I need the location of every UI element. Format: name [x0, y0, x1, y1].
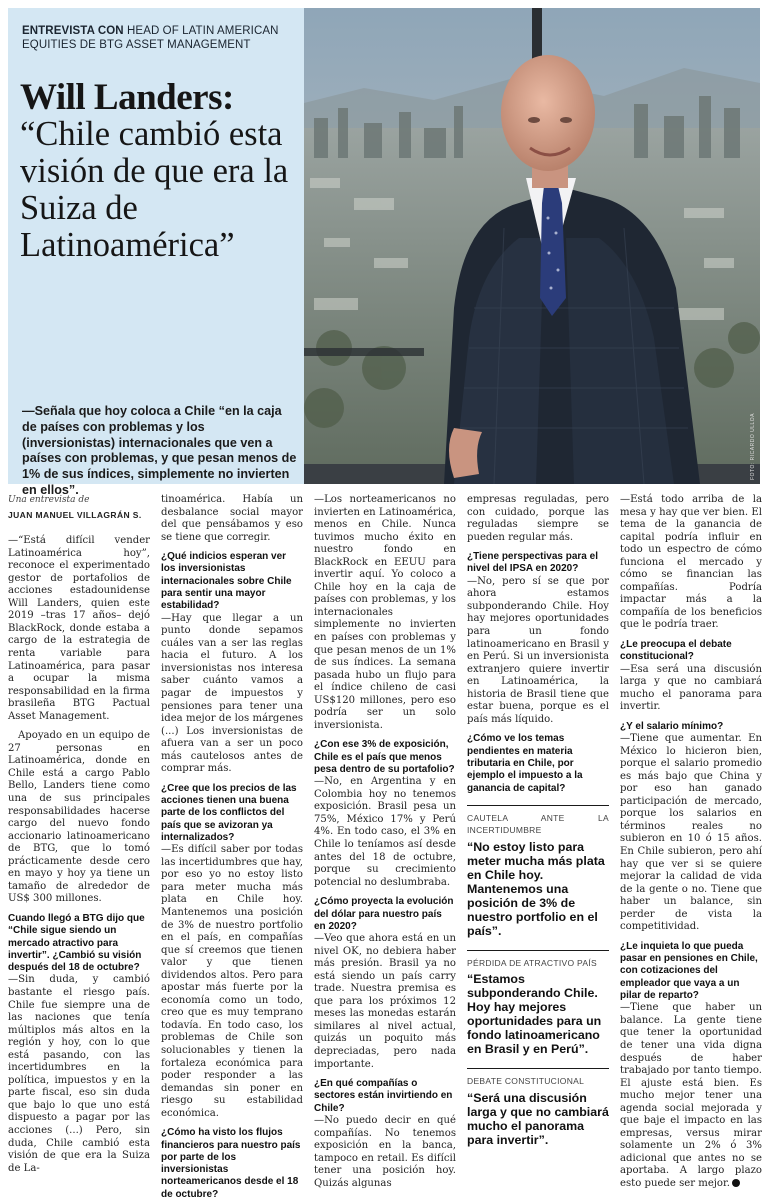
answer: —Tiene que aumentar. En México lo hicieron bien, porque el salario promedio es más bajo que China y por eso han ganado participación de mercado, porque los salarios en términos reales no subieron en 10 ó 15 años. En Chile subieron, pero ahí hay que ver si se quiere mejorar la calidad de vida de la gente o no. Tiene que haber un balance, sin perder de vista la competitividad.: [620, 733, 762, 933]
answer: —Es difícil saber por todas las incertidumbres que hay, por eso yo no estoy listo para meter mucha más plata en Chile hoy. Mantenemos una posición de 3% de nuestro portfolio en el país, en compañías que sí creemos que tienen valor y que tienen dividendos altos. Pero para apostar más fuerte por la economía como un todo, creo que es muy temprano todavía. En todo caso, los problemas de Chile son solucionables y tienen la fortaleza económica para poder responder a las demandas sin poner en riesgo su estabilidad económica.: [161, 844, 303, 1119]
byline-intro: Una entrevista de: [8, 495, 90, 505]
pull-quote: [467, 805, 609, 938]
header-section: [0, 0, 768, 497]
article-body: [8, 494, 762, 1200]
interviewee-photo: [304, 8, 760, 484]
question: ¿Tiene perspectivas para el nivel del IPSA en 2020?: [467, 551, 598, 575]
headline-quote: “Chile cambió esta visión de que era la Suiza de Latinoamérica”: [20, 115, 289, 264]
pull-quote-label: CAUTELA ANTE LA INCERTIDUMBRE: [467, 812, 609, 836]
column-2: [161, 494, 303, 1201]
pull-quote-label: PÉRDIDA DE ATRACTIVO PAÍS: [467, 957, 597, 968]
pull-quote: [467, 950, 609, 1057]
answer-text: —Tiene que haber un balance. La gente tiene que tener la oportunidad de tener una vida digna después de haber trabajado por tanto tiempo. El ajuste está bien. Es mucho mejor tener una agenda social mejorada y que baje el impacto en las empresas, versus mirar solamente un 2% ó 3% adicional que antes no se aportaba. A largo plazo esto puede ser mejor.: [620, 1002, 762, 1189]
column-3: [314, 494, 456, 1197]
pull-quote-label: DEBATE CONSTITUCIONAL: [467, 1076, 585, 1087]
answer: [620, 1002, 762, 1190]
pull-quote-text: “No estoy listo para meter mucha más plata en Chile hoy. Mantenemos una posición de 3% de nuestro portfolio en el país”.: [467, 839, 605, 938]
paragraph: —“Está difícil vender Latinoamérica hoy”, reconoce el experimentado gestor de portafolios de acciones estadounidense Will Landers, quien este 2019 –tras 17 años– dejó BlackRock, donde estaba a cargo de la estrategia de renta variable para Latinoamérica, para pasar a ocupar la misma responsabilidad en la firma brasileña BTG Pactual Asset Management.: [8, 535, 150, 722]
column-4: [467, 494, 609, 1159]
answer: —No, pero sí se que por ahora estamos subponderando Chile. Hoy hay mejores oportunidades para un fondo latinoamericano en Brasil y en Perú. Si un inversionista extranjero quiere invertir en Latinoamérica, la historia de Brasil tiene que estar buena, porque es el país más líquido.: [467, 575, 609, 725]
kicker: [22, 24, 292, 52]
paragraph: —Los norteamericanos no invierten en Latinoamérica, menos en Chile. Nunca tuvimos mucho éxito en nuestro fondo en BlackRock en EEUU para invertir aquí. Yo coloco a Chile hoy en la caja de países con problemas, y los internacionales simplemente no invierten en países con problemas y que pesan menos de un 1% de sus índices. La semana pasada hubo un flujo para el índice chileno de casi US$120 millones, pero eso podría ser un solo inversionista.: [314, 494, 456, 731]
answer: —Hay que llegar a un punto donde sepamos cuáles van a ser las reglas hacia el futuro. A los inversionistas nos interesa saber cuánto vamos a pagar de impuestos y pensiones para tener una idea mejor de los márgenes (...) Los inversionistas de afuera van a ser un poco más cautelosos antes de comprar más.: [161, 612, 303, 775]
paragraph: Apoyado en un equipo de 27 personas en Latinoamérica, donde en Chile está a cargo Pablo Bello, Landers tiene como una de sus principales responsabilidades hacerse cargo del nuevo fondo accionario latinoamericano de BTG, que lo tomó prácticamente desde cero en mayo y hoy ya tiene un tamaño de alrededor de US$ 300 millones.: [8, 730, 150, 905]
question: ¿En qué compañías o sectores están invirtiendo en Chile?: [314, 1078, 453, 1114]
question: ¿Con ese 3% de exposición, Chile es el país que menos pesa dentro de su portafolio?: [314, 739, 455, 775]
answer: —Sin duda, y cambió bastante el riesgo país. Chile fue siempre una de las naciones que tenía múltiplos más altos en la región y hoy, con lo que está pasando, con las incertidumbres en la política, impuestos y en la parte fiscal, eso sin duda que bajo lo que uno está dispuesto a pagar por las acciones (...) Pero, sin duda, Chile cambió esta visión de que era la Suiza de La-: [8, 974, 150, 1174]
photo-illustration: [304, 8, 760, 484]
question: ¿Qué indicios esperan ver los inversionistas internacionales sobre Chile para sentir una mayor estabilidad?: [161, 551, 292, 612]
pull-quote-text: “Será una discusión larga y que no cambiará mucho el panorama para invertir”.: [467, 1091, 609, 1148]
end-of-article-icon: [732, 1179, 740, 1187]
paragraph: empresas reguladas, pero con cuidado, porque las reguladas siempre se pueden regular más.: [467, 494, 609, 543]
column-1: [8, 494, 150, 1182]
question: ¿Y el salario mínimo?: [620, 720, 724, 732]
kicker-bold: ENTREVISTA CON: [22, 25, 124, 37]
paragraph: —Está todo arriba de la mesa y hay que ver bien. El tema de la ganancia de capital podría influir en todo un espectro de cómo funciona el mercado y cómo se financian las compañías. Podría impactar más a la compañía de los beneficios que le podría traer.: [620, 494, 762, 631]
question: ¿Le preocupa el debate constitucional?: [620, 639, 732, 663]
question: ¿Cree que los precios de las acciones tienen una buena parte de los conflictos del país que se avizoran ya internalizados?: [161, 782, 297, 843]
byline-author: JUAN MANUEL VILLAGRÁN S.: [8, 509, 142, 520]
paragraph: tinoamérica. Había un desbalance social mayor del que pensábamos y eso se tiene que corregir.: [161, 494, 303, 543]
pull-quote: [467, 1068, 609, 1147]
question: ¿Le inquieta lo que pueda pasar en pensiones en Chile, con cotizaciones del empleador que vaya a un pilar de reparto?: [620, 940, 758, 1002]
deck-summary: —Señala que hoy coloca a Chile “en la caja de países con problemas y los (inversionistas) internacionales que ven a países con problemas, y que pesan menos de 1% de sus índices, simplemente no invierten en ellos”.: [22, 404, 297, 497]
answer: —No puedo decir en qué compañías. No tenemos exposición en la banca, tampoco en retail. Es difícil tener una posición hoy. Quizás algunas: [314, 1115, 456, 1189]
pull-quote-text: “Estamos subponderando Chile. Hoy hay mejores oportunidades para un fondo latinoamericano en Brasil y en Perú”.: [467, 972, 602, 1057]
answer: —No, en Argentina y en Colombia hoy no tenemos exposición. Brasil pesa un 75%, México 17% y Perú 4%. En todo caso, el 3% en Chile lo teníamos así desde antes del 18 de octubre, porque su crecimiento potencial no deslumbraba.: [314, 776, 456, 888]
question: ¿Cómo proyecta la evolución del dólar para nuestro país en 2020?: [314, 896, 454, 932]
answer: —Esa será una discusión larga y que no cambiará mucho el panorama para invertir.: [620, 663, 762, 713]
kicker-role: HEAD OF LATIN AMERICAN EQUITIES DE BTG ASSET MANAGEMENT: [22, 25, 279, 51]
headline-name: Will Landers:: [20, 77, 234, 118]
question: ¿Cómo ve los temas pendientes en materia tributaria en Chile, por ejemplo el impuesto a la ganancia de capital?: [467, 733, 583, 794]
question: ¿Cómo ha visto los flujos financieros para nuestro país por parte de los inversionistas norteamericanos desde el 18 de octubre?: [161, 1127, 301, 1200]
column-5: [620, 494, 762, 1198]
photo-credit: FOTO: RICARDO ULLOA: [750, 413, 756, 480]
answer: —Veo que ahora está en un nivel OK, no debiera haber más presión. Brasil ya no está siendo un país carry trade. Nuestra premisa es que para los próximos 12 meses las monedas estarán similares al nivel actual, quizás un poquito más depreciadas, pero nada importante.: [314, 933, 456, 1070]
question: Cuando llegó a BTG dijo que “Chile sigue siendo un mercado atractivo para invertir”. ¿Cambió su visión después del 18 de octubre?: [8, 912, 145, 974]
